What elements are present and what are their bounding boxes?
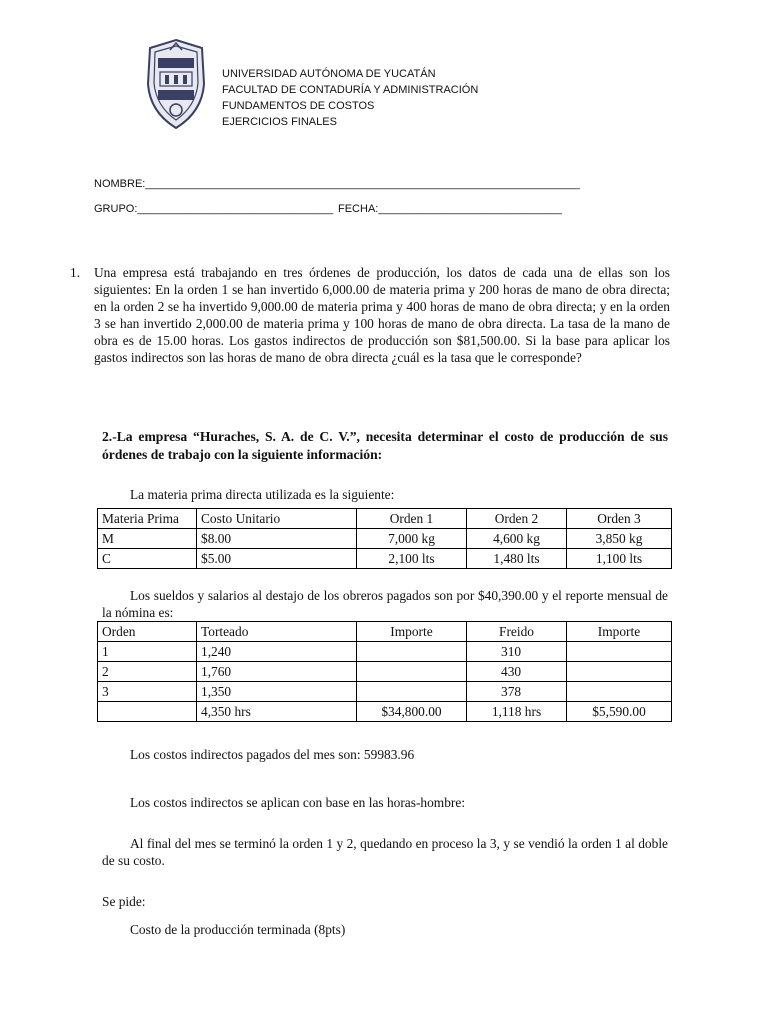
table-cell: 1,760 xyxy=(197,662,357,682)
table-cell xyxy=(357,662,467,682)
table-row xyxy=(98,642,672,662)
question-2-title: 2.-La empresa “Huraches, S. A. de C. V.”, necesita determinar el costo de producción de sus órdenes de trabajo con la siguiente información: xyxy=(102,429,668,462)
table-header-row xyxy=(98,509,672,529)
table-cell: 1 xyxy=(98,642,197,662)
header-title: EJERCICIOS FINALES xyxy=(222,116,337,128)
table-cell: 378 xyxy=(467,682,567,702)
table-header-cell: Freido xyxy=(467,622,567,642)
table-cell: 310 xyxy=(467,642,567,662)
table-cell: 7,000 kg xyxy=(357,529,467,549)
table-cell: 1,240 xyxy=(197,642,357,662)
table-row xyxy=(98,529,672,549)
table-cell: 4,600 kg xyxy=(467,529,567,549)
table-cell: 3 xyxy=(98,682,197,702)
table-row xyxy=(98,662,672,682)
header-course: FUNDAMENTOS DE COSTOS xyxy=(222,100,375,112)
document-header xyxy=(222,66,478,130)
table-cell xyxy=(567,682,672,702)
table-cell: $8.00 xyxy=(197,529,357,549)
table-cell: 2,100 lts xyxy=(357,549,467,569)
table-cell xyxy=(357,642,467,662)
table-header-cell: Torteado xyxy=(197,622,357,642)
university-seal-logo xyxy=(140,36,212,132)
payroll-intro: Los sueldos y salarios al destajo de los obreros pagados son por $40,390.00 y el reporte mensual de la nómina es: xyxy=(102,588,668,620)
table-cell: 1,350 xyxy=(197,682,357,702)
se-pide-label: Se pide: xyxy=(102,894,146,909)
table-header-cell: Costo Unitario xyxy=(197,509,357,529)
table-cell: M xyxy=(98,529,197,549)
table-header-cell: Orden 2 xyxy=(467,509,567,529)
table-total-row xyxy=(98,702,672,722)
header-faculty: FACULTAD DE CONTADURÍA Y ADMINISTRACIÓN xyxy=(222,84,479,96)
table-header-cell: Orden 1 xyxy=(357,509,467,529)
indirect-costs-base: Los costos indirectos se aplican con base en las horas-hombre: xyxy=(130,795,466,810)
nombre-field[interactable]: NOMBRE:_______________________________________________________________________ xyxy=(94,178,580,190)
raw-material-table xyxy=(97,508,672,569)
table-cell: $34,800.00 xyxy=(357,702,467,722)
question-1-text: Una empresa está trabajando en tres órdenes de producción, los datos de cada una de ellas son los siguientes: En la orden 1 se han invertido 6,000.00 de materia prima y 200 horas de mano de obra directa; en la orden 2 se ha invertido 9,000.00 de materia prima y 400 horas de mano de obra directa; y en la orden 3 se han invertido 2,000.00 de materia prima y 100 horas de mano de obra directa. La tasa de la mano de obra es de 15.00 horas. Los gastos indirectos de producción son $81,500.00. Si la base para aplicar los gastos indirectos son las horas de mano de obra directa ¿cuál es la tasa que le corresponde? xyxy=(94,265,670,365)
question-1-number: 1. xyxy=(70,265,81,280)
table-cell xyxy=(357,682,467,702)
end-of-month-text: Al final del mes se terminó la orden 1 y 2, quedando en proceso la 3, y se vendió la orden 1 al doble de su costo. xyxy=(102,836,668,868)
table-header-row xyxy=(98,622,672,642)
table-row xyxy=(98,682,672,702)
table-cell: 1,100 lts xyxy=(567,549,672,569)
table-cell: 1,480 lts xyxy=(467,549,567,569)
indirect-costs-paid: Los costos indirectos pagados del mes son: 59983.96 xyxy=(130,747,415,762)
table-cell: 1,118 hrs xyxy=(467,702,567,722)
table-cell xyxy=(567,642,672,662)
raw-material-intro: La materia prima directa utilizada es la siguiente: xyxy=(130,487,395,502)
table-cell xyxy=(98,702,197,722)
table-cell xyxy=(567,662,672,682)
fecha-field[interactable]: FECHA:______________________________ xyxy=(338,203,562,215)
table-cell: $5,590.00 xyxy=(567,702,672,722)
payroll-table xyxy=(97,621,672,722)
table-cell: C xyxy=(98,549,197,569)
question-1 xyxy=(70,264,670,366)
table-header-cell: Materia Prima xyxy=(98,509,197,529)
table-header-cell: Orden 3 xyxy=(567,509,672,529)
table-header-cell: Orden xyxy=(98,622,197,642)
table-cell: 2 xyxy=(98,662,197,682)
table-row xyxy=(98,549,672,569)
table-cell: 4,350 hrs xyxy=(197,702,357,722)
table-header-cell: Importe xyxy=(567,622,672,642)
grupo-field[interactable]: GRUPO:________________________________ xyxy=(94,203,334,215)
table-cell: 3,850 kg xyxy=(567,529,672,549)
finished-production-cost: Costo de la producción terminada (8pts) xyxy=(130,922,346,937)
table-cell: $5.00 xyxy=(197,549,357,569)
header-university: UNIVERSIDAD AUTÓNOMA DE YUCATÁN xyxy=(222,68,436,80)
table-cell: 430 xyxy=(467,662,567,682)
table-header-cell: Importe xyxy=(357,622,467,642)
